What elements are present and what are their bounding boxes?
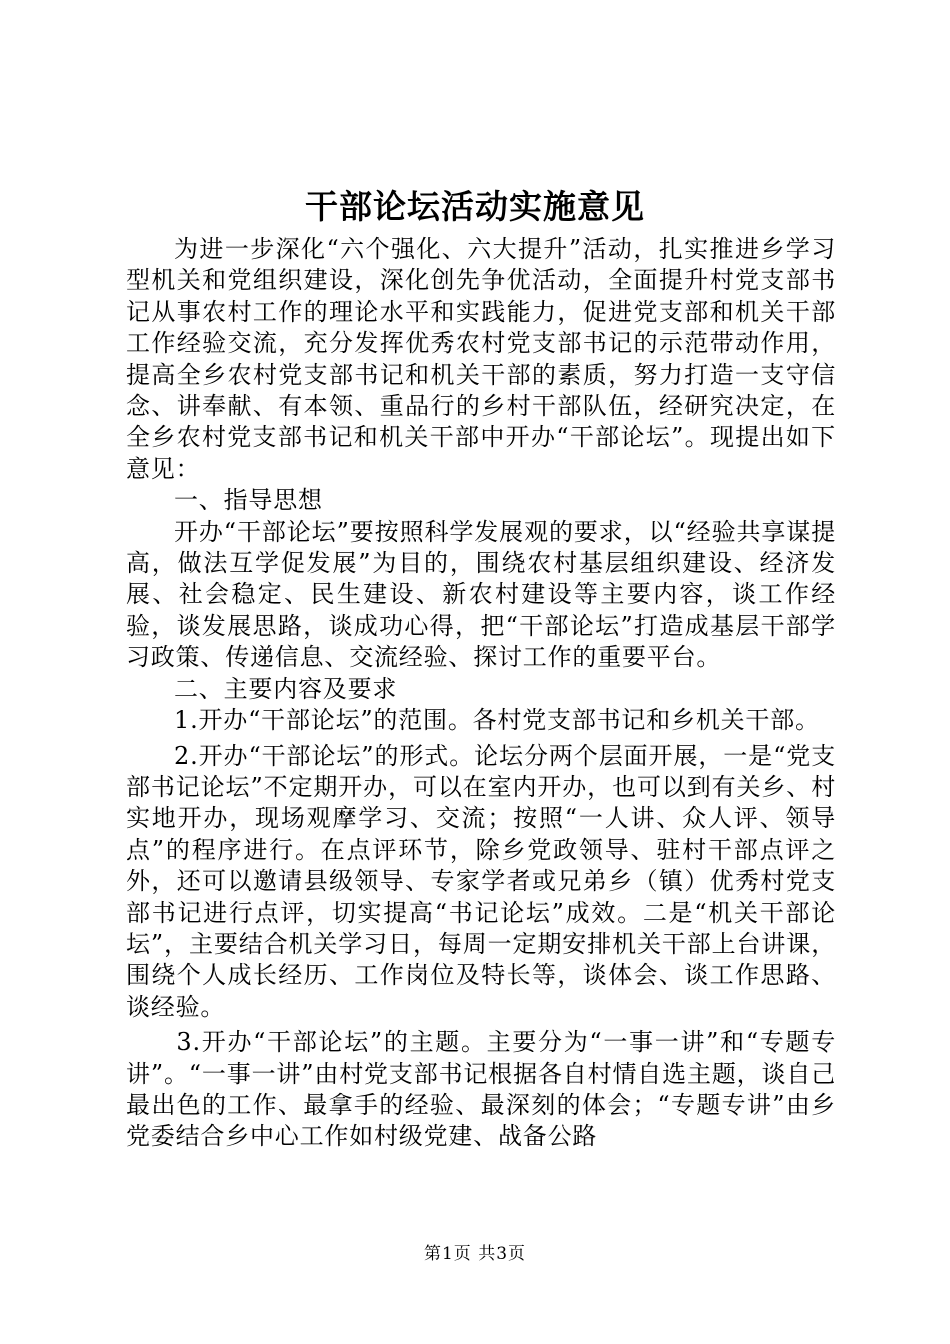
- item-form-paragraph: 2.开办“干部论坛”的形式。论坛分两个层面开展，一是“党支部书记论坛”不定期开办，可以在室内开办，也可以到有关乡、村实地开办，现场观摩学习、交流；按照“一人讲、众人评、领导点”的程序进行。在点评环节，除乡党政领导、驻村干部点评之外，还可以邀请县级领导、专家学者或兄弟乡（镇）优秀村党支部书记进行点评，切实提高“书记论坛”成效。二是“机关干部论坛”，主要结合机关学习日，每周一定期安排机关干部上台讲课，围绕个人成长经历、工作岗位及特长等，谈体会、谈工作思路、谈经验。: [126, 741, 836, 1021]
- document-body: [126, 234, 836, 1153]
- page-number-footer: 第1页 共3页: [423, 1244, 527, 1264]
- section-heading-guiding: 一、指导思想: [174, 486, 323, 515]
- item-scope-paragraph: 1.开办“干部论坛”的范围。各村党支部书记和乡机关干部。: [174, 706, 820, 735]
- intro-paragraph: 为进一步深化“六个强化、六大提升”活动，扎实推进乡学习型机关和党组织建设，深化创先争优活动，全面提升村党支部书记从事农村工作的理论水平和实践能力，促进党支部和机关干部工作经验交流，充分发挥优秀农村党支部书记的示范带动作用，提高全乡农村党支部书记和机关干部的素质，努力打造一支守信念、讲奉献、有本领、重品行的乡村干部队伍，经研究决定，在全乡农村党支部书记和机关干部中开办“干部论坛”。现提出如下意见：: [126, 235, 836, 483]
- section-heading-content: 二、主要内容及要求: [174, 674, 398, 703]
- guiding-paragraph: 开办“干部论坛”要按照科学发展观的要求，以“经验共享谋提高，做法互学促发展”为目的，围绕农村基层组织建设、经济发展、社会稳定、民生建设、新农村建设等主要内容，谈工作经验，谈发展思路，谈成功心得，把“干部论坛”打造成基层干部学习政策、传递信息、交流经验、探讨工作的重要平台。: [126, 517, 836, 672]
- document-title: 干部论坛活动实施意见: [305, 187, 645, 226]
- item-theme-paragraph: 3.开办“干部论坛”的主题。主要分为“一事一讲”和“专题专讲”。“一事一讲”由村党支部书记根据各自村情自选主题，谈自己最出色的工作、最拿手的经验、最深刻的体会；“专题专讲”由乡党委结合乡中心工作如村级党建、战备公路: [126, 1028, 836, 1151]
